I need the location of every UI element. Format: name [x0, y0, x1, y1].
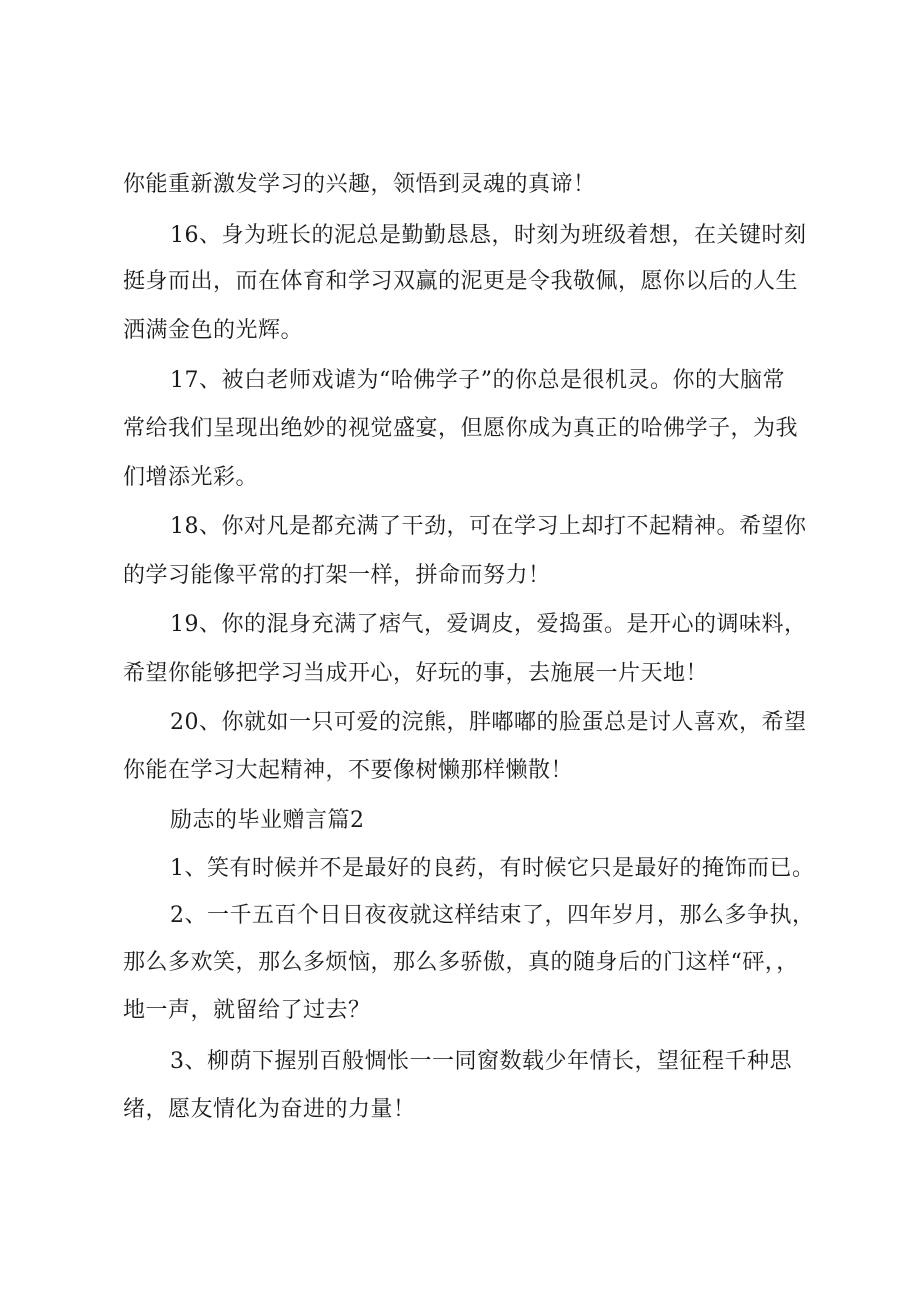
- paragraph-line: 那么多欢笑，那么多烦恼，那么多骄傲，真的随身后的门这样“砰，，: [123, 950, 799, 975]
- paragraph-line: 你能在学习大起精神，不要像树懒那样懒散！: [123, 758, 574, 783]
- paragraph-line: 2、一千五百个日日夜夜就这样结束了，四年岁月，那么多争执，: [170, 903, 815, 928]
- paragraph-line: 16、身为班长的泥总是勤勤恳恳，时刻为班级着想，在关键时刻: [170, 223, 807, 248]
- paragraph-line: 18、你对凡是都充满了干劲，可在学习上却打不起精神。希望你: [170, 514, 807, 539]
- paragraph-line: 的学习能像平常的打架一样，拼命而努力！: [123, 563, 551, 588]
- paragraph-line: 地一声，就留给了过去？: [123, 998, 371, 1023]
- paragraph-line: 希望你能够把学习当成开心，好玩的事，去施展一片天地！: [123, 661, 709, 686]
- paragraph-line: 常给我们呈现出绝妙的视觉盛宴，但愿你成为真正的哈佛学子，为我: [123, 416, 799, 441]
- paragraph-line: 17、被白老师戏谑为“哈佛学子”的你总是很机灵。你的大脑常: [170, 368, 785, 393]
- paragraph-line: 挺身而出，而在体育和学习双赢的泥更是令我敬佩，愿你以后的人生: [123, 269, 799, 294]
- paragraph-line: 1、笑有时候并不是最好的良药，有时候它只是最好的掩饰而已。: [170, 856, 815, 881]
- paragraph-line: 19、你的混身充满了痞气，爱调皮，爱捣蛋。是开心的调味料，: [170, 612, 807, 637]
- paragraph-line: 洒满金色的光辉。: [123, 318, 304, 343]
- section-heading: 励志的毕业赠言篇2: [170, 808, 365, 833]
- paragraph-line: 你能重新激发学习的兴趣，领悟到灵魂的真谛！: [123, 172, 596, 197]
- paragraph-line: 20、你就如一只可爱的浣熊，胖嘟嘟的脸蛋总是讨人喜欢，希望: [170, 710, 807, 735]
- paragraph-line: 绪，愿友情化为奋进的力量！: [123, 1097, 416, 1122]
- paragraph-line: 们增添光彩。: [123, 465, 259, 490]
- paragraph-line: 3、柳荫下握别百般惆怅一一同窗数载少年情长，望征程千种思: [170, 1049, 792, 1074]
